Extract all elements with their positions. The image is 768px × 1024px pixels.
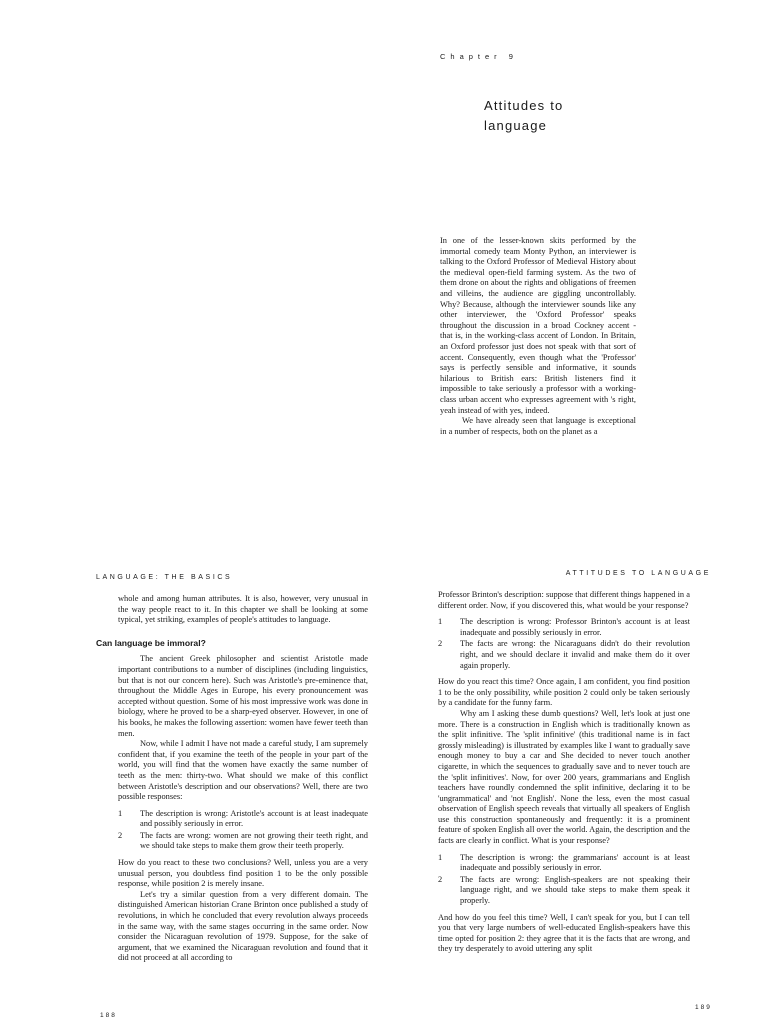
left-numbered-list xyxy=(118,809,368,852)
left-paragraph-3: How do you react to these two conclusions? Well, unless you are a very unusual person, you doubtless find position 1 to be the only possible response, while position 2 is merely insane. xyxy=(118,858,368,889)
left-paragraph-4: Let's try a similar question from a very different domain. The distinguished American historian Crane Brinton once published a study of revolutions, in which he concluded that every revolution always proceeds in the same way, with the same stages occurring in the same order. Now consider the Nicaraguan revolution of 1979. Suppose, for the sake of argument, that we examined the Nicaraguan revolution and found that it did not proceed at all according to xyxy=(118,889,368,963)
list-text: The description is wrong: Aristotle's account is at least inadequate and possibly seriously in error. xyxy=(140,808,368,829)
list-text: The description is wrong: the grammarians' account is at least inadequate and possibly seriously in error. xyxy=(460,852,690,873)
section-heading: Can language be immoral? xyxy=(96,637,206,648)
right-paragraph-1: How do you react this time? Once again, I am confident, you find position 1 to be the only possibility, while position 2 could only be taken seriously by a candidate for the funny farm. xyxy=(438,677,690,708)
running-head-left: LANGUAGE: THE BASICS xyxy=(96,574,233,581)
right-paragraph-3: And how do you feel this time? Well, I can't speak for you, but I can tell you that very large numbers of well-educated English-speakers have this time opted for position 2: they agree that it is the facts that are wrong, and they try desperately to avoid uttering any split xyxy=(438,912,690,954)
right-page-body xyxy=(438,590,690,955)
left-continuation-paragraph: whole and among human attributes. It is also, however, very unusual in the way people react to it. In this chapter we shall be looking at some typical, yet striking, examples of people's attitudes to language. xyxy=(118,594,368,625)
right-paragraph-2: Why am I asking these dumb questions? Well, let's look at just one more. There is a construction in English which is traditionally known as the split infinitive. The 'split infinitive' (this traditional name is in fact grossly misleading) is illustrated by examples like I want to gradually save enough money to buy a car and She decided to never touch another cigarette, in which the sequences to gradually save and to never touch are the 'split infinitives'. Now, for over 200 years, grammarians and English teachers have roundly condemned the split infinitive, declaring it to be 'ungrammatical' and 'not English'. None the less, even the most casual observation of English speech reveals that virtually all speakers of English use this construction spontaneously and frequently: it is a prominent feature of spoken English all over the world. Again, the description and the facts are clearly in conflict. What is your response? xyxy=(438,708,690,846)
list-text: The facts are wrong: English-speakers are not speaking their language right, and we should take steps to make them speak it properly. xyxy=(460,874,690,906)
intro-paragraph-1: In one of the lesser-known skits performed by the immortal comedy team Monty Python, an interviewer is talking to the Oxford Professor of Medieval History about the medieval open-field farming system. As the two of them drone on about the rights and obligations of freemen and villeins, the audience are giggling uncontrollably. Why? Because, although the interviewer sounds like any other interviewer, the 'Oxford Professor' speaks throughout the discussion in a broad Cockney accent - that is, in the working-class accent of London. In Britain, an Oxford professor just does not speak with that sort of accent. Consequently, even though what the 'Professor' says is perfectly sensible and informative, it sounds hilarious to British ears: British listeners find it impossible to take seriously a professor with a working-class urban accent who expresses agreement with 's right, yeah instead of with yes, indeed. xyxy=(440,236,636,415)
list-text: The facts are wrong: women are not growing their teeth right, and we should take steps to make them grow their teeth properly. xyxy=(140,830,368,851)
list-number: 1 xyxy=(438,617,443,627)
list-item xyxy=(118,809,368,830)
list-item xyxy=(438,617,690,638)
list-text: The facts are wrong: the Nicaraguans didn't do their revolution right, and we should declare it invalid and make them do it over again properly. xyxy=(460,639,690,670)
list-item xyxy=(438,853,690,874)
page-number-right: 189 xyxy=(695,1004,712,1011)
list-number: 1 xyxy=(118,808,123,818)
list-text: The description is wrong: Professor Brinton's account is at least inadequate and possibly seriously in error. xyxy=(460,617,690,637)
list-number: 1 xyxy=(438,852,443,862)
chapter-label: Chapter 9 xyxy=(440,52,518,61)
list-item xyxy=(118,831,368,852)
list-item xyxy=(438,875,690,907)
chapter-title-line1: Attitudes to xyxy=(484,98,564,113)
chapter-title xyxy=(484,96,563,136)
intro-paragraph-2: We have already seen that language is exceptional in a number of respects, both on the planet as a xyxy=(440,416,636,436)
list-number: 2 xyxy=(118,830,123,840)
page-number-left: 188 xyxy=(100,1012,117,1019)
intro-text xyxy=(440,236,636,437)
chapter-title-line2: language xyxy=(484,118,548,133)
left-page-body xyxy=(96,594,368,964)
left-paragraph-1: The ancient Greek philosopher and scientist Aristotle made important contributions to a number of disciplines (including linguistics, but that is not our concern here). Such was Aristotle's pre-eminence that, throughout the Middle Ages in Europe, his every pronouncement was accepted without question. Some of his most impressive work was done in biology, where he proved to be a sharp-eyed observer. However, in one of his books, he makes the following assertion: women have fewer teeth than men. xyxy=(118,654,368,738)
right-numbered-list-2 xyxy=(438,853,690,907)
list-number: 2 xyxy=(438,874,443,884)
list-item xyxy=(438,639,690,671)
list-number: 2 xyxy=(438,639,443,649)
right-continuation-paragraph: Professor Brinton's description: suppose that different things happened in a different order. Now, if you discovered this, what would be your response? xyxy=(438,590,690,610)
right-numbered-list-1 xyxy=(438,617,690,671)
running-head-right: ATTITUDES TO LANGUAGE xyxy=(565,570,711,577)
left-paragraph-2: Now, while I admit I have not made a careful study, I am supremely confident that, if you examine the teeth of the people in your part of the world, you will find that the women have exactly the same number of teeth as the men: thirty-two. What should we make of this conflict between Aristotle's description and our observations? Well, there are two possible responses: xyxy=(118,739,368,802)
